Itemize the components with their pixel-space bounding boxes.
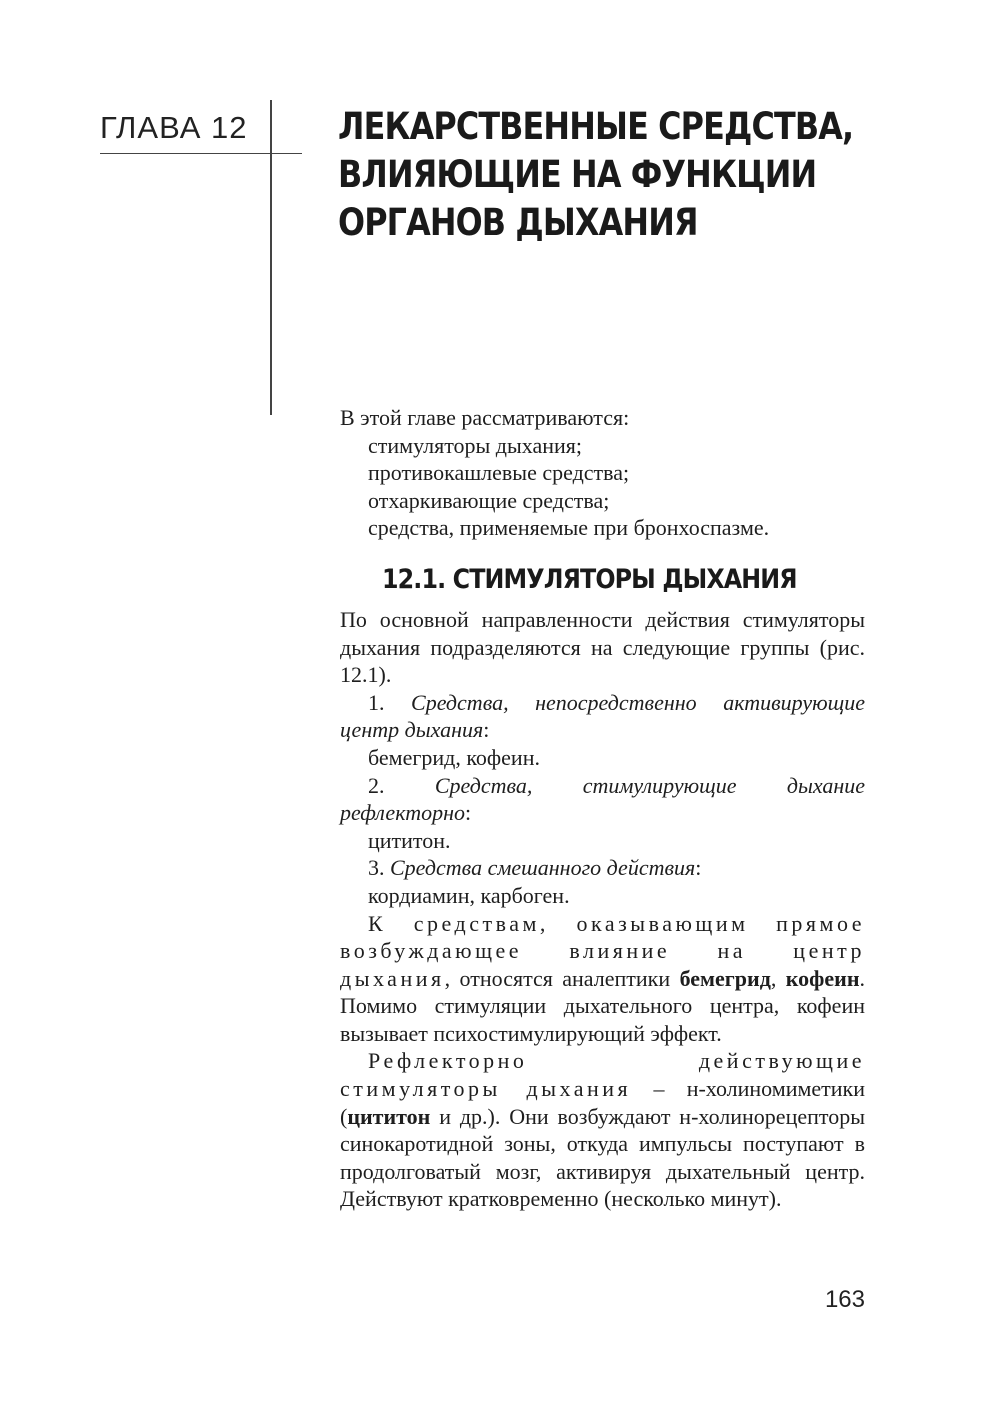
intro-item: стимуляторы дыхания; [368, 432, 583, 458]
group-number: 3. [368, 855, 385, 881]
vertical-divider [270, 100, 272, 415]
paragraph: По основной направленности действия стимуляторы дыхания подразделяются на следующие группы (рис. 12.1). [340, 606, 865, 688]
chapter-title [338, 103, 854, 247]
group-item: 1. Средства, непосредственно активирующие центр дыхания: [340, 689, 865, 743]
body-text [340, 404, 865, 1213]
section-heading: 12.1. СТИМУЛЯТОРЫ ДЫХАНИЯ [382, 563, 797, 595]
group-drugs: цититон. [368, 827, 451, 853]
chapter-title-line: ОРГАНОВ ДЫХАНИЯ [338, 201, 698, 244]
spaced-text: К средствам, оказывающим прямое возбуждающее влияние на центр дыхания [340, 910, 865, 991]
chapter-title-line: ВЛИЯЮЩИЕ НА ФУНКЦИИ [338, 153, 817, 196]
group-title: Средства, непосредственно активирующие центр дыхания [340, 689, 865, 743]
chapter-title-line: ЛЕКАРСТВЕННЫЕ СРЕДСТВА, [338, 105, 854, 148]
page-number: 163 [824, 1286, 865, 1313]
intro-item: средства, применяемые при бронхоспазме. [368, 515, 770, 541]
group-title: Средства, стимулирующие дыхание рефлекторно [340, 772, 865, 826]
group-number: 2. [368, 772, 385, 798]
spaced-text: Рефлекторно действующие стимуляторы дыхания [340, 1048, 865, 1102]
group-title: Средства смешанного действия [390, 855, 696, 881]
chapter-label: ГЛАВА 12 [100, 110, 248, 145]
intro-lead: В этой главе рассматриваются: [340, 405, 630, 430]
drug-name: бемегрид [679, 965, 771, 991]
group-item: 3. Средства смешанного действия: [368, 855, 702, 881]
intro-item: противокашлевые средства; [368, 460, 630, 486]
group-drugs: кордиамин, карбоген. [368, 882, 570, 908]
group-number: 1. [368, 689, 385, 715]
group-item: 2. Средства, стимулирующие дыхание рефлекторно: [340, 772, 865, 826]
paragraph: Рефлекторно действующие стимуляторы дыхания – н-холиномиметики (цититон и др.). Они возбуждают н-холинорецепторы синокаротидной зоны, откуда импульсы поступают в продолговатый мозг, активируя дыхательный центр. Действуют кратковременно (несколько минут). [340, 1048, 865, 1212]
intro-item: отхаркивающие средства; [368, 487, 610, 513]
horizontal-divider [100, 153, 302, 154]
drug-name: кофеин [785, 965, 860, 991]
group-drugs: бемегрид, кофеин. [368, 744, 540, 770]
drug-name: цититон [347, 1103, 431, 1129]
paragraph: К средствам, оказывающим прямое возбуждающее влияние на центр дыхания, относятся аналептики бемегрид, кофеин. Помимо стимуляции дыхательного центра, кофеин вызывает психостимулирующий эффект. [340, 910, 865, 1046]
